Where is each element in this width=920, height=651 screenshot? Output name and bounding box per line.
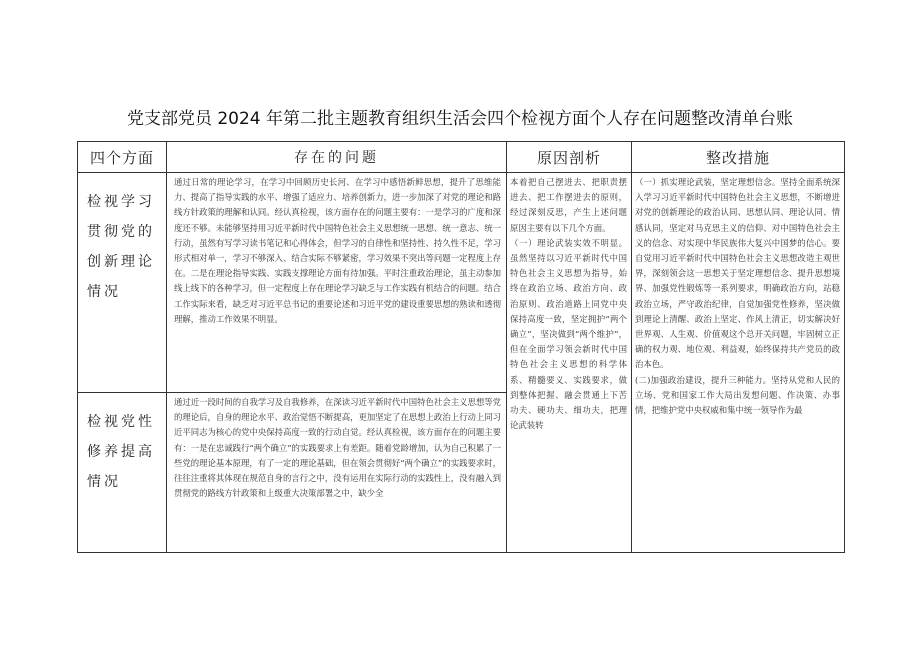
header-problems: 存在的问题 xyxy=(167,142,507,173)
problem-cell-1: 通过日常的理论学习，在学习中回顾历史长河、在学习中感悟新鲜思想，提升了思维能力、提高了指导实践的水平、增强了适应力、培养创新力，进一步加深了对党的理论和路线方针政策的理解和认同。经认真检视，该方面存在的问题主要有：一是学习的广度和深度还不够。未能够坚持用习近平新时代中国特色社会主义思想统一思想、统一意志、统一行动，虽然有写学习读书笔记和心得体会，但学习的自律性和坚持性、持久性不足，学习形式相对单一，学习不够深入、结合实际不够紧密，学习效果不突出等问题一定程度上存在。二是在理论指导实践、实践支撑理论方面有待加强。平时注重政治理论，虽主动参加线上线下的各种学习，但一定程度上存在理论学习缺乏与工作实践有机结合的问题。结合工作实际来看，缺乏对习近平总书记的重要论述和习近平党的建设重要思想的熟读和透彻理解，推动工作效果不明显。 xyxy=(167,173,507,393)
rectification-table xyxy=(77,141,845,553)
header-measures: 整改措施 xyxy=(632,142,845,173)
measures-paragraph: （一）抓实理论武装，坚定理想信念。坚持全面系统深入学习习近平新时代中国特色社会主义思想，不断增进对党的创新理论的政治认同、思想认同、理论认同、情感认同，坚定对马克思主义的信仰、对中国特色社会主义的信念、对实现中华民族伟大复兴中国梦的信心。要自觉用习近平新时代中国特色社会主义思想改造主观世界，深刻领会这一思想关于坚定理想信念、提升思想境界、加强党性锻炼等一系列要求，明确政治方向，站稳政治立场，严守政治纪律，自觉加强党性修养，坚决做到理论上清醒、政治上坚定、作风上清正，切实解决好世界观、人生观、价值观这个总开关问题，牢固树立正确的权力观、地位观、利益观，始终保持共产党员的政治本色。 xyxy=(635,177,840,370)
aspect-cell-2: 检视党性修养提高情况 xyxy=(78,393,167,553)
causes-paragraph: 本着把自己摆进去、把职责摆进去、把工作摆进去的原则，经过深刻反思，产生上述问题原因主要有以下几个方面。 xyxy=(510,177,627,233)
measures-text xyxy=(635,175,840,418)
header-causes: 原因剖析 xyxy=(507,142,632,173)
causes-paragraph: （一）理论武装实效不明显。虽然坚持以习近平新时代中国特色社会主义思想为指导，始终在政治立场、政治方向、政治原则、政治道路上同党中央保持高度一致，坚定拥护“两个确立”，坚决做到“两个维护”，但在全面学习领会新时代中国特色社会主义思想的科学体系、精髓要义、实践要求，做到整体把握、融会贯通上下苦功夫、硬功夫、细功夫，把理论武装转 xyxy=(510,237,627,431)
problem-cell-2: 通过近一段时间的自我学习及自我修养，在深读习近平新时代中国特色社会主义思想等党的理论后，自身的理论水平、政治觉悟不断提高，更加坚定了在思想上政治上行动上同习近平同志为核心的党中央保持高度一致的行动自觉。经认真检视，该方面存在的问题主要有：一是在忠诚践行“两个确立”的实践要求上有差距。随着党龄增加，认为自己积累了一些党的理论基本原理，有了一定的理论基础，但在领会贯彻好“两个确立”的实践要求时，往往注重将其体现在规范自身的言行之中，没有运用在实际行动的实践性上，没有融入到贯彻党的路线方针政策和上级重大决策部署之中，缺少全 xyxy=(167,393,507,553)
causes-text xyxy=(510,175,627,433)
header-aspects: 四个方面 xyxy=(78,142,167,173)
document-title: 党支部党员 2024 年第二批主题教育组织生活会四个检视方面个人存在问题整改清单台账 xyxy=(126,109,794,129)
measures-paragraph: (二)加强政治建设，提升三种能力。坚持从党和人民的立场、党和国家工作大局出发想问题、作决策、办事情，把维护党中央权威和集中统一领导作为最 xyxy=(635,374,840,416)
aspect-cell-1: 检视学习贯彻党的创新理论情况 xyxy=(78,173,167,393)
causes-cell xyxy=(507,173,632,553)
measures-cell xyxy=(632,173,845,553)
